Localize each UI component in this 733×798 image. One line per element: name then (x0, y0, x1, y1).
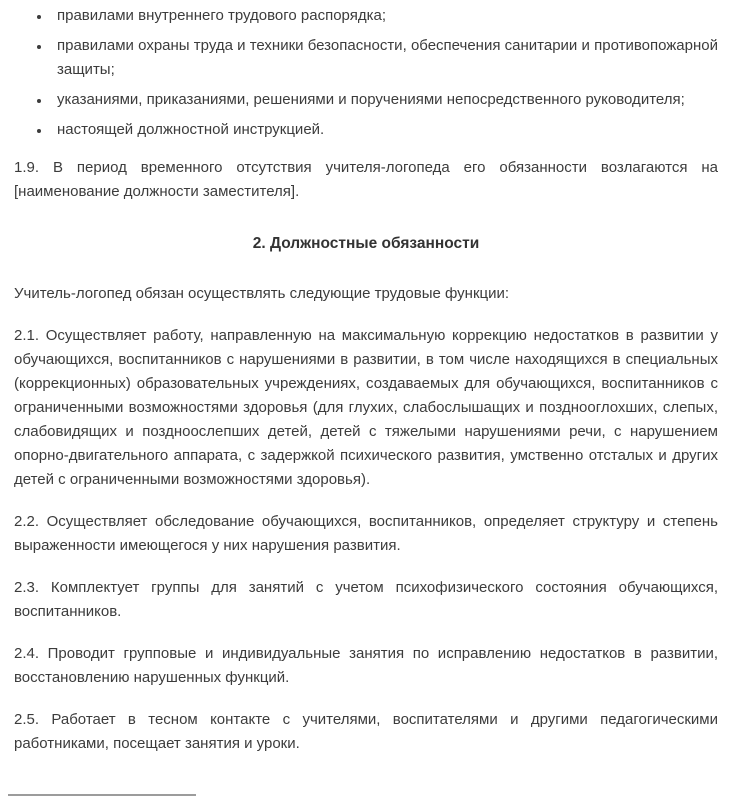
duty-2-1-paragraph: 2.1. Осуществляет работу, направленную на максимальную коррекцию недостатков в развитии у обучающихся, воспитанников с нарушениями в развитии, в том числе находящихся в специальных (коррекционных) образовательных учреждениях, создаваемых для обучающихся, воспитанников с ограниченными возможностями здоровья (для глухих, слабослышащих и позднооглохших, слепых, слабовидящих и поздноослепших детей, детей с тяжелыми нарушениями речи, с нарушением опорно-двигательного аппарата, с задержкой психического развития, умственно отсталых и других детей с ограниченными возможностями здоровья). (14, 327, 718, 488)
duty-2-3-paragraph: 2.3. Комплектует группы для занятий с учетом психофизического состояния обучающихся, воспитанников. (14, 579, 718, 620)
compliance-bullet-list (14, 4, 718, 142)
bullet-item-internal-rules: • правилами внутреннего трудового распорядка; (51, 4, 718, 28)
duty-2-2-paragraph: 2.2. Осуществляет обследование обучающихся, воспитанников, определяет структуру и степень выраженности имеющегося у них нарушения развития. (14, 513, 718, 554)
section-2-intro-paragraph: Учитель-логопед обязан осуществлять следующие трудовые функции: (14, 285, 510, 302)
duty-2-5-paragraph: 2.5. Работает в тесном контакте с учителями, воспитателями и другими педагогическими работниками, посещает занятия и уроки. (14, 711, 718, 752)
clause-1-9-paragraph: 1.9. В период временного отсутствия учителя-логопеда его обязанности возлагаются на [наименование должности заместителя]. (14, 159, 718, 200)
bullet-item-job-description: • настоящей должностной инструкцией. (51, 118, 718, 142)
duty-2-4-paragraph: 2.4. Проводит групповые и индивидуальные занятия по исправлению недостатков в развитии, восстановлению нарушенных функций. (14, 645, 718, 686)
bullet-item-supervisor-orders: • указаниями, приказаниями, решениями и поручениями непосредственного руководителя; (51, 88, 718, 112)
partial-divider-line (8, 794, 196, 796)
section-2-heading: 2. Должностные обязанности (252, 235, 480, 252)
bullet-item-safety-rules: • правилами охраны труда и техники безопасности, обеспечения санитарии и противопожарной защиты; (51, 34, 718, 82)
